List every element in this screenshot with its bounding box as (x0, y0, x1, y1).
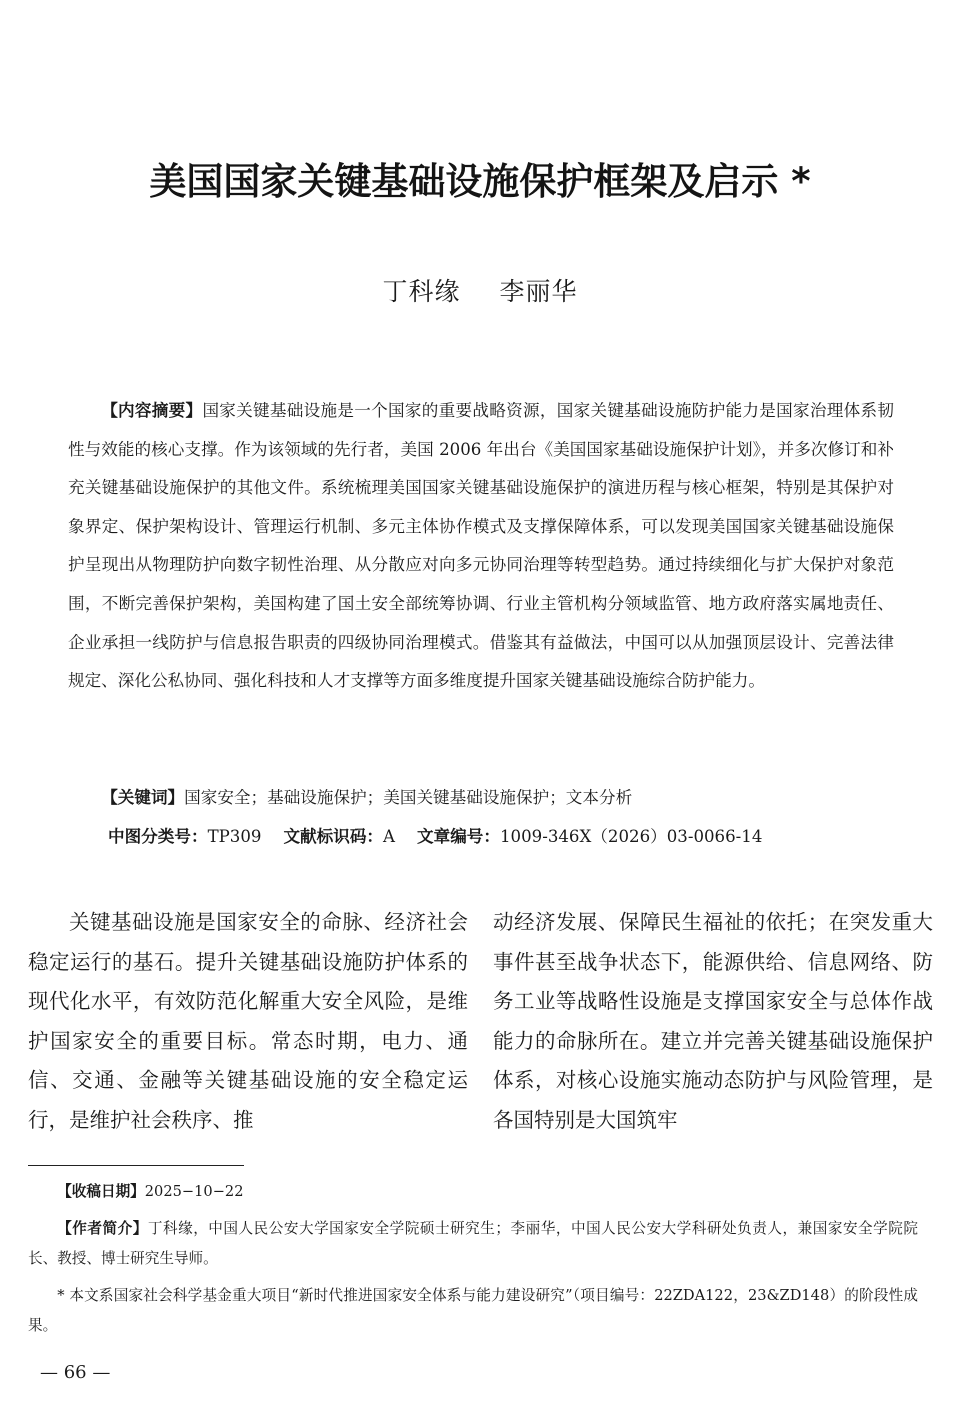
received-value: 2025−10−22 (144, 1183, 244, 1200)
body-column-left (28, 903, 468, 1140)
body-paragraph: 动经济发展、保障民生福祉的依托；在突发重大事件甚至战争状态下，能源供给、信息网络、防务工业等战略性设施是支撑国家安全与总体作战能力的命脉所在。建立并完善关键基础设施保护体系，对核心设施实施动态防护与风险管理，是各国特别是大国筑牢 (493, 910, 933, 1132)
abstract-label: 【内容摘要】 (101, 401, 203, 420)
abstract (68, 392, 894, 701)
classification-line (108, 818, 762, 856)
article-number-value: 1009-346X（2026）03-0066-14 (499, 827, 763, 846)
doc-code-label: 文献标识码： (283, 827, 384, 846)
author-bio-label: 【作者简介】 (57, 1220, 148, 1237)
footnote-divider (28, 1165, 244, 1166)
author-line (0, 272, 960, 312)
abstract-text: 国家关键基础设施是一个国家的重要战略资源，国家关键基础设施防护能力是国家治理体系韧性与效能的核心支撑。作为该领域的先行者，美国 2006 年出台《美国国家基础设施保护计划》，并多次修订和补充关键基础设施保护的其他文件。系统梳理美国国家关键基础设施保护的演进历程与核心框架，特别是其保护对象界定、保护架构设计、管理运行机制、多元主体协作模式及支撑保障体系，可以发现美国国家关键基础设施保护呈现出从物理防护向数字韧性治理、从分散应对向多元协同治理等转型趋势。通过持续细化与扩大保护对象范围，不断完善保护架构，美国构建了国土安全部统筹协调、行业主管机构分领域监管、地方政府落实属地责任、企业承担一线防护与信息报告职责的四级协同治理模式。借鉴其有益做法，中国可以从加强顶层设计、完善法律规定、深化公私协同、强化科技和人才支撑等方面多维度提升国家关键基础设施综合防护能力。 (68, 401, 895, 691)
received-label: 【收稿日期】 (57, 1183, 145, 1200)
doc-code-value: A (383, 827, 396, 846)
body-paragraph: 关键基础设施是国家安全的命脉、经济社会稳定运行的基石。提升关键基础设施防护体系的现代化水平，有效防范化解重大安全风险，是维护国家安全的重要目标。常态时期，电力、通信、交通、金融等关键基础设施的安全稳定运行，是维护社会秩序、推 (28, 910, 468, 1132)
body-column-right (493, 903, 933, 1140)
author-name: 丁科缘 (382, 277, 461, 306)
funding-note: * 本文系国家社会科学基金重大项目“新时代推进国家安全体系与能力建设研究”（项目编号：22ZDA122，23&ZD148）的阶段性成果。 (28, 1287, 918, 1334)
keywords (68, 779, 894, 817)
author-name: 李丽华 (499, 277, 578, 306)
clc-value: TP309 (207, 827, 262, 846)
page-number: — 66 — (40, 1362, 111, 1383)
keywords-text: 国家安全；基础设施保护；美国关键基础设施保护；文本分析 (184, 788, 633, 807)
article-title: 美国国家关键基础设施保护框架及启示 * (149, 160, 811, 203)
received-date-note (28, 1177, 918, 1207)
keywords-label: 【关键词】 (101, 788, 185, 807)
footnotes (28, 1177, 918, 1348)
clc-label: 中图分类号： (108, 827, 208, 846)
article-number-label: 文章编号： (417, 827, 500, 846)
author-bio-note (28, 1214, 918, 1274)
author-bio-text: 丁科缘，中国人民公安大学国家安全学院硕士研究生；李丽华，中国人民公安大学科研处负责人，兼国家安全学院院长、教授、博士研究生导师。 (28, 1220, 918, 1267)
